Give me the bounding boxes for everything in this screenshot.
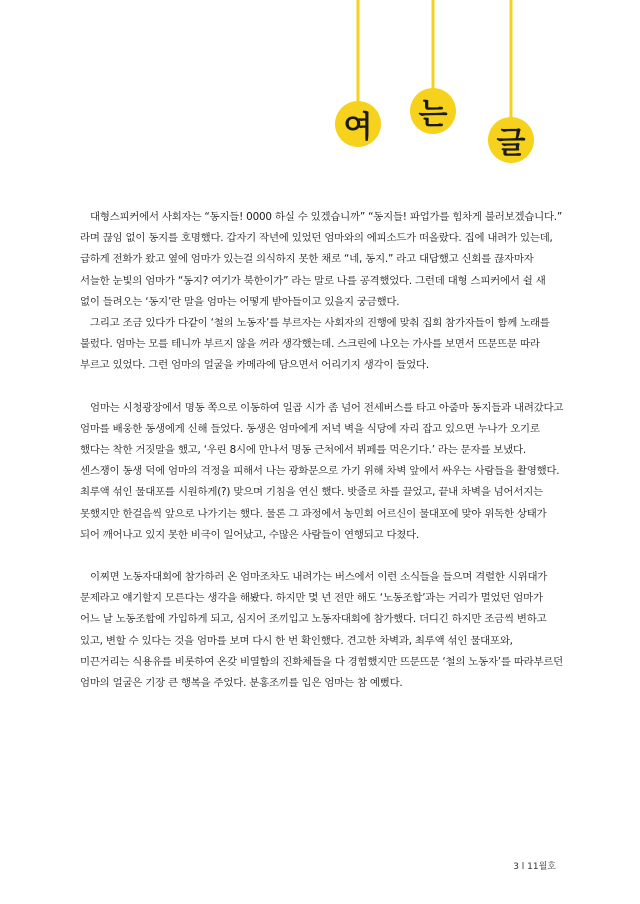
paragraph-1: 대형스피커에서 사회자는 “동지들! 0000 하실 수 있겠습니까” “동지들! 파업가를 힘차게 불러보겠습니다.” 라며 끊임 없이 동지를 호명했다. 갑자기 작년에 있었던 엄마와의 에피소드가 떠올랐다. 집에 내려가 있는데, 급하게 전화가 왔고 옆에 엄마가 있는걸 의식하지 못한 채로 “네, 동지.” 라고 대답했고 신회를 끊자마자 서늘한 눈빛의 엄마가 “동지? 여기가 북한이가” 라는 말로 나를 공격했었다. 그런데 대형 스피커에서 쉴 새 없이 들려오는 ‘동지’란 말을 엄마는 어떻게 받아들이고 있을지 궁금했다. <box>80 211 563 308</box>
paragraph-4: 이찌면 노동자대회에 참가하러 온 엄마조차도 내려가는 버스에서 이런 소식들을 들으며 격렬한 시위대가 문제라고 얘기할지 모른다는 생각을 해봤다. 하지만 몇 년 전만 해도 ‘노동조합’과는 거리가 멀었던 엄마가 어느 날 노동조합에 가입하게 되고, 심지어 조끼입고 노동자대회에 참가했다. 더디긴 하지만 조금씩 변하고 있고, 변할 수 있다는 것을 엄마를 보며 다시 한 번 확인했다. 견고한 차벽과, 최루액 섞인 물대포와, 미끈거리는 식용유를 비롯하여 온갖 비열함의 진화체들을 다 경험했지만 뜨문뜨문 ‘철의 노동자’를 따라부르던 엄마의 얼굴은 기장 큰 행복을 주었다. 분홍조끼를 입은 엄마는 참 예뻤다. <box>80 571 564 690</box>
title-char-3: 글 <box>488 117 534 163</box>
title-char-1: 여 <box>335 101 381 147</box>
paragraph-2: 그리고 조금 있다가 다같이 ‘철의 노동자’를 부르자는 사회자의 진행에 맞춰 집회 참가자들이 함께 노래를 불렀다. 엄마는 모를 테니까 부르지 않을 꺼라 생각했는데. 스크린에 나오는 가사를 보면서 뜨문뜨문 따라 부르고 있었다. 그런 엄마의 얼굴을 카메라에 담으면서 어리기지 생각이 들었다. <box>80 317 550 372</box>
page-footer: 3 l 11월호 <box>513 862 556 872</box>
article-body <box>80 207 564 694</box>
paragraph-3: 엄마는 시청광장에서 명동 쪽으로 이동하여 일곱 시가 좀 넘어 전세버스를 타고 아줌마 동지들과 내려갔다고 엄마를 배웅한 동생에게 신해 들었다. 동생은 엄마에게 저녁 벽을 식당에 자리 잡고 있으면 누나가 오기로 했다는 착한 거짓말을 했고, ‘우린 8시에 만나서 명동 근처에서 뷔페를 먹은기다.’ 라는 문자를 보냈다. 센스쟁이 동생 덕에 엄마의 걱정을 피해서 나는 광화문으로 가기 위해 차벽 앞에서 싸우는 사람들을 촬영했다. 최루액 섞인 물대포를 시원하게(?) 맞으며 기침을 연신 했다. 밧줄로 차를 끌었고, 끝내 차벽을 넘어서지는 못했지만 한걸음씩 앞으로 나가기는 했다. 물론 그 과정에서 농민회 어르신이 물대포에 맞아 위독한 상태가 되어 깨어나고 있지 못한 비극이 일어났고, 수많은 사람들이 연행되고 다쳤다. <box>80 401 564 541</box>
title-strings <box>0 0 640 170</box>
title-char-2: 는 <box>410 88 456 134</box>
